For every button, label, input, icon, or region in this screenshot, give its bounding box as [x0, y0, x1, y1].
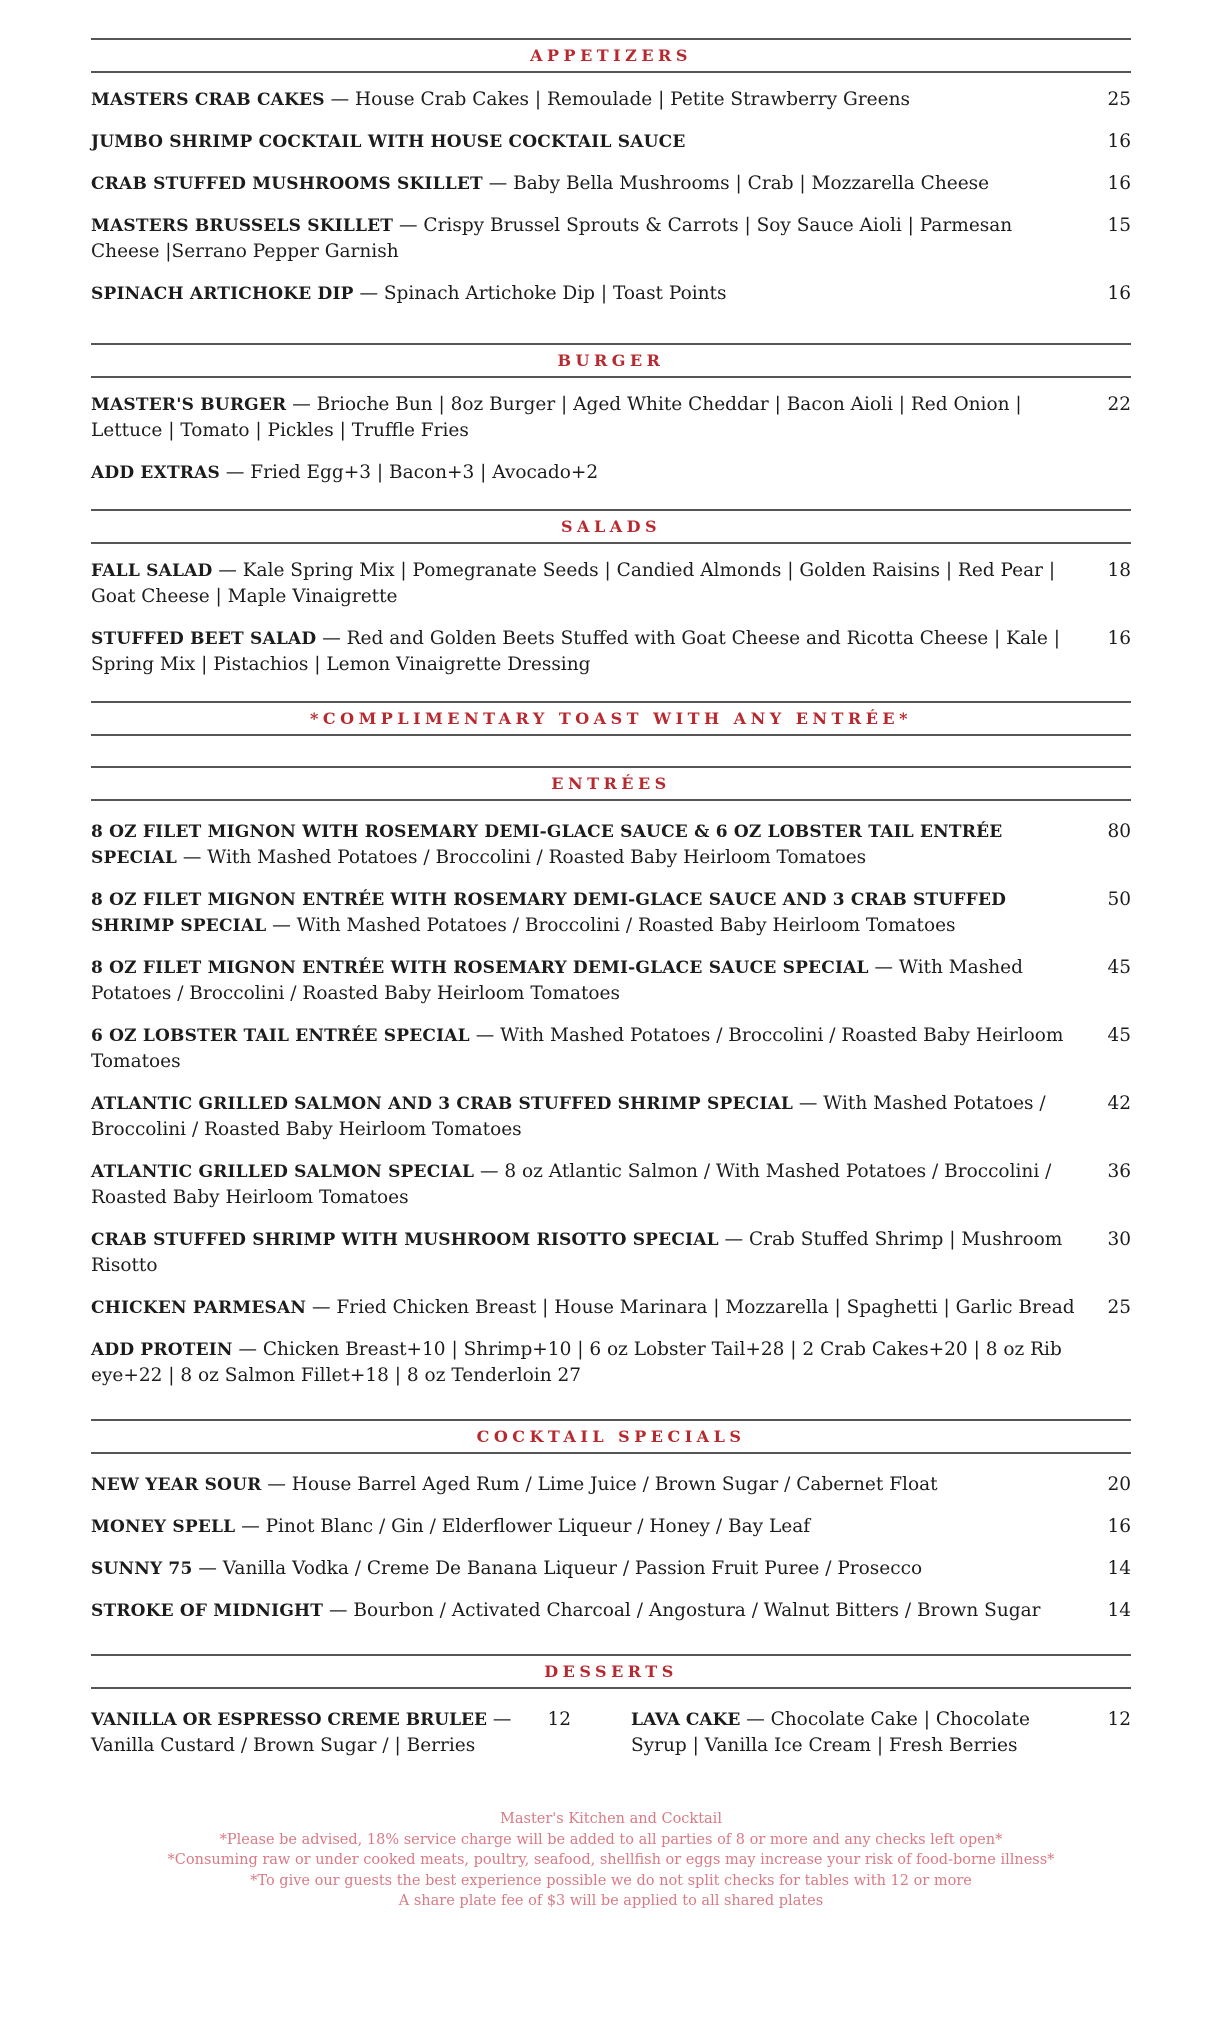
footer-consumer-advisory: *Consuming raw or under cooked meats, poultry, seafood, shellfish or eggs may increase your risk of food-borne illness* — [167, 1852, 1055, 1868]
menu-item — [91, 1598, 1131, 1624]
item-price: 30 — [1107, 1229, 1131, 1250]
item-desc: — 8 oz Atlantic Salmon / With Mashed Potatoes / Broccolini / Roasted Baby Heirloom Tomatoes — [91, 1161, 1052, 1208]
item-desc: — Crispy Brussel Sprouts & Carrots | Soy Sauce Aioli | Parmesan Cheese |Serrano Pepper Garnish — [91, 215, 1013, 262]
item-name: 8 OZ FILET MIGNON ENTRÉE WITH ROSEMARY DEMI-GLACE SAUCE AND 3 CRAB STUFFED SHRIMP SPECIAL — [91, 890, 1007, 936]
item-name: JUMBO SHRIMP COCKTAIL WITH HOUSE COCKTAIL SAUCE — [91, 132, 686, 152]
appetizers-section — [91, 38, 1131, 307]
item-name: CHICKEN PARMESAN — [91, 1298, 307, 1318]
item-price: 12 — [1107, 1709, 1131, 1730]
item-desc: — Bourbon / Activated Charcoal / Angostura / Walnut Bitters / Brown Sugar — [323, 1600, 1041, 1621]
menu-item — [91, 1159, 1131, 1211]
item-price: 25 — [1107, 1297, 1131, 1318]
item-name: CRAB STUFFED SHRIMP WITH MUSHROOM RISOTTO SPECIAL — [91, 1230, 719, 1250]
item-desc: — With Mashed Potatoes / Broccolini / Roasted Baby Heirloom Tomatoes — [91, 957, 1023, 1004]
item-price: 80 — [1107, 821, 1131, 842]
item-name: NEW YEAR SOUR — [91, 1475, 262, 1495]
item-name: FALL SALAD — [91, 561, 213, 581]
menu-item — [91, 213, 1131, 265]
dessert-item — [631, 1707, 1131, 1759]
menu-item — [91, 1227, 1131, 1279]
menu-item — [91, 819, 1131, 871]
footer-share-plate-note: A share plate fee of $3 will be applied to all shared plates — [398, 1893, 824, 1909]
menu-item — [91, 558, 1131, 610]
item-desc: — With Mashed Potatoes / Broccolini / Roasted Baby Heirloom Tomatoes — [91, 1093, 1046, 1140]
item-name: SPINACH ARTICHOKE DIP — [91, 284, 354, 304]
item-desc: — Fried Chicken Breast | House Marinara | Mozzarella | Spaghetti | Garlic Bread — [306, 1297, 1075, 1318]
item-name: 8 OZ FILET MIGNON WITH ROSEMARY DEMI-GLACE SAUCE & 6 OZ LOBSTER TAIL ENTRÉE SPECIAL — [91, 822, 1003, 868]
item-desc: — Pinot Blanc / Gin / Elderflower Liqueur / Honey / Bay Leaf — [235, 1516, 811, 1537]
section-title: BURGER — [91, 343, 1131, 378]
item-price: 45 — [1107, 957, 1131, 978]
item-price: 42 — [1107, 1093, 1131, 1114]
item-desc: — Crab Stuffed Shrimp | Mushroom Risotto — [91, 1229, 1063, 1276]
item-name: 8 OZ FILET MIGNON ENTRÉE WITH ROSEMARY DEMI-GLACE SAUCE SPECIAL — [91, 958, 869, 978]
menu-item — [91, 171, 1131, 197]
item-price: 14 — [1107, 1558, 1131, 1579]
menu-item — [91, 1556, 1131, 1582]
item-list — [91, 544, 1131, 678]
item-desc: — Spinach Artichoke Dip | Toast Points — [353, 283, 727, 304]
item-price: 50 — [1107, 889, 1131, 910]
item-price: 16 — [1107, 1516, 1131, 1537]
item-price: 16 — [1107, 628, 1131, 649]
item-name: STROKE OF MIDNIGHT — [91, 1601, 324, 1621]
item-list — [91, 801, 1131, 1389]
item-desc: — Vanilla Vodka / Creme De Banana Liqueur / Passion Fruit Puree / Prosecco — [192, 1558, 923, 1579]
item-name: MASTERS BRUSSELS SKILLET — [91, 216, 394, 236]
burger-section — [91, 343, 1131, 486]
footer-service-charge-note: *Please be advised, 18% service charge will be added to all parties of 8 or more and any checks left open* — [219, 1831, 1003, 1848]
item-price: 14 — [1107, 1600, 1131, 1621]
item-price: 12 — [547, 1709, 571, 1730]
entrees-section — [91, 766, 1131, 1389]
item-price: 16 — [1107, 173, 1131, 194]
salads-section — [91, 509, 1131, 678]
cocktails-section — [91, 1419, 1131, 1624]
menu-item — [91, 460, 1131, 486]
section-title: APPETIZERS — [91, 38, 1131, 73]
desserts-section — [91, 1654, 1131, 1759]
item-price: 22 — [1107, 394, 1131, 415]
item-price: 45 — [1107, 1025, 1131, 1046]
toast-note: *COMPLIMENTARY TOAST WITH ANY ENTRÉE* — [91, 701, 1131, 736]
menu-item — [91, 1023, 1131, 1075]
dessert-item — [91, 1707, 571, 1759]
item-price: 15 — [1107, 215, 1131, 236]
menu-item — [91, 1295, 1131, 1321]
menu-item — [91, 1337, 1131, 1389]
item-list — [91, 378, 1131, 486]
menu-item — [91, 281, 1131, 307]
item-name: STUFFED BEET SALAD — [91, 629, 317, 649]
footer-notes — [91, 1809, 1131, 1912]
menu-item — [91, 1514, 1131, 1540]
item-price: 25 — [1107, 89, 1131, 110]
item-name: ATLANTIC GRILLED SALMON AND 3 CRAB STUFFED SHRIMP SPECIAL — [91, 1094, 794, 1114]
item-desc: — Vanilla Custard / Brown Sugar / | Berries — [91, 1709, 512, 1756]
item-price: 20 — [1107, 1474, 1131, 1495]
dessert-row — [91, 1689, 1131, 1759]
item-desc: — Brioche Bun | 8oz Burger | Aged White Cheddar | Bacon Aioli | Red Onion | Lettuce | Tomato | Pickles | Truffle Fries — [91, 394, 1022, 441]
menu-item — [91, 955, 1131, 1007]
item-name: ADD EXTRAS — [91, 463, 220, 483]
menu-item — [91, 1472, 1131, 1498]
item-list — [91, 73, 1131, 307]
item-desc: — With Mashed Potatoes / Broccolini / Roasted Baby Heirloom Tomatoes — [266, 915, 956, 936]
item-name: ADD PROTEIN — [91, 1340, 233, 1360]
item-name: SUNNY 75 — [91, 1559, 193, 1579]
item-desc: — Chicken Breast+10 | Shrimp+10 | 6 oz Lobster Tail+28 | 2 Crab Cakes+20 | 8 oz Rib eye+22 | 8 oz Salmon Fillet+18 | 8 oz Tenderloin 27 — [91, 1339, 1062, 1386]
item-price: 16 — [1107, 283, 1131, 304]
menu-item — [91, 392, 1131, 444]
section-title: ENTRÉES — [91, 766, 1131, 801]
item-desc: — Red and Golden Beets Stuffed with Goat Cheese and Ricotta Cheese | Kale | Spring Mix | Pistachios | Lemon Vinaigrette Dressing — [91, 628, 1060, 675]
menu-item — [91, 129, 1131, 155]
menu-item — [91, 87, 1131, 113]
menu-item — [91, 1091, 1131, 1143]
item-name: ATLANTIC GRILLED SALMON SPECIAL — [91, 1162, 475, 1182]
item-name: VANILLA OR ESPRESSO CREME BRULEE — [91, 1710, 487, 1730]
item-name: LAVA CAKE — [631, 1710, 741, 1730]
item-desc: — With Mashed Potatoes / Broccolini / Roasted Baby Heirloom Tomatoes — [177, 847, 867, 868]
item-list — [91, 1454, 1131, 1624]
item-name: MASTER'S BURGER — [91, 395, 287, 415]
item-desc: — Fried Egg+3 | Bacon+3 | Avocado+2 — [220, 462, 599, 483]
item-desc: — With Mashed Potatoes / Broccolini / Roasted Baby Heirloom Tomatoes — [91, 1025, 1064, 1072]
item-desc: — Kale Spring Mix | Pomegranate Seeds | Candied Almonds | Golden Raisins | Red Pear | Goat Cheese | Maple Vinaigrette — [91, 560, 1056, 607]
item-desc: — House Crab Cakes | Remoulade | Petite Strawberry Greens — [324, 89, 910, 110]
item-price: 18 — [1107, 560, 1131, 581]
item-price: 16 — [1107, 131, 1131, 152]
item-name: 6 OZ LOBSTER TAIL ENTRÉE SPECIAL — [91, 1026, 470, 1046]
section-title: DESSERTS — [91, 1654, 1131, 1689]
menu-item — [91, 626, 1131, 678]
section-title: COCKTAIL SPECIALS — [91, 1419, 1131, 1454]
menu-item — [91, 887, 1131, 939]
item-desc: — Chocolate Cake | Chocolate Syrup | Vanilla Ice Cream | Fresh Berries — [631, 1709, 1030, 1756]
footer-split-check-note: *To give our guests the best experience possible we do not split checks for tables with 12 or more — [250, 1872, 972, 1889]
section-title: SALADS — [91, 509, 1131, 544]
item-name: CRAB STUFFED MUSHROOMS SKILLET — [91, 174, 483, 194]
footer-restaurant-name: Master's Kitchen and Cocktail — [500, 1811, 722, 1827]
item-desc: — House Barrel Aged Rum / Lime Juice / Brown Sugar / Cabernet Float — [261, 1474, 938, 1495]
item-name: MONEY SPELL — [91, 1517, 236, 1537]
item-desc: — Baby Bella Mushrooms | Crab | Mozzarella Cheese — [482, 173, 990, 194]
item-name: MASTERS CRAB CAKES — [91, 90, 325, 110]
item-price: 36 — [1107, 1161, 1131, 1182]
